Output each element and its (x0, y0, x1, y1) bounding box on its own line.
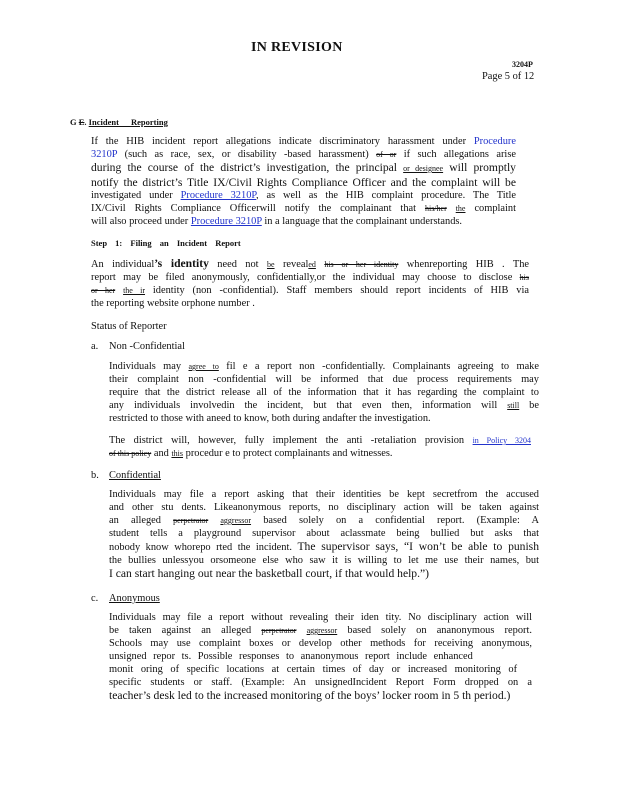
inserted-text: aggressor (306, 626, 338, 635)
item-c-text: be taken against an alleged (109, 625, 252, 636)
section-heading (70, 117, 168, 127)
intro-line-1 (91, 135, 516, 148)
procedure-link[interactable]: Procedure 3210P (180, 190, 257, 201)
item-b-text: nobody know whorepo rted the incident. (109, 542, 292, 553)
inserted-text: this (171, 449, 184, 458)
inserted-text: be (266, 260, 275, 269)
item-c-title: Anonymous (109, 593, 160, 604)
item-a-text: Individuals may (109, 361, 182, 372)
deleted-text: perpetrator (173, 516, 209, 525)
deleted-text: his (519, 273, 529, 282)
item-a-marker: a. (91, 341, 99, 352)
item-a-text: procedur e to protect complainants and witnesses. (185, 448, 393, 459)
step1-line-4: the reporting website orphone number . (91, 298, 255, 309)
item-c-line-6: specific students or staff. (Example: An unsignedIncident Report Form dropped on a (109, 677, 532, 688)
intro-line-3 (91, 161, 516, 176)
item-b-line-7: I can start hanging out near the basketball court, if that would help.”) (109, 567, 430, 580)
item-c-line-3: Schools may use complaint boxes or develop other methods for receiving anonymous, (109, 638, 532, 649)
deleted-text: his or her identity (324, 260, 399, 269)
item-b-line-1: Individuals may file a report asking that their identities be kept secretfrom the accused (109, 489, 539, 500)
step1-text: need not (217, 259, 259, 270)
intro-text: if such allegations arise (403, 149, 516, 160)
procedure-link[interactable]: Procedure 3210P (190, 216, 262, 227)
item-b-line-3 (109, 514, 539, 527)
page-number: Page 5 of 12 (482, 71, 535, 82)
item-a-text: be (529, 400, 539, 411)
inserted-text: or designee (403, 164, 444, 173)
step-heading: Step 1: Filing an Incident Report (91, 238, 241, 248)
item-c-line-1: Individuals may file a report without revealing their iden tity. No disciplinary action will (109, 612, 532, 623)
item-c-marker: c. (91, 593, 99, 604)
inserted-text: the ir (123, 286, 146, 295)
intro-text: If the HIB incident report allegations indicate discriminatory harassment under (91, 136, 467, 147)
item-a-line-2: their complaint non -confidential will be informed that due process requirements may (109, 374, 539, 385)
item-c-line-2 (109, 624, 532, 637)
item-a-paragraph (109, 360, 539, 425)
status-heading: Status of Reporter (91, 321, 167, 332)
deleted-text: perpetrator (261, 626, 297, 635)
item-a-text: The district will, however, fully implement the anti -retaliation provision (109, 435, 465, 446)
intro-text: investigated under (91, 190, 173, 201)
policy-link[interactable]: in Policy 3204 (472, 436, 531, 445)
item-b-text: an alleged (109, 515, 161, 526)
item-b-paragraph (109, 488, 539, 581)
procedure-link[interactable]: 3210P (91, 149, 118, 160)
item-b-title: Confidential (109, 470, 161, 481)
inserted-text: agree to (188, 362, 219, 371)
step1-line-1 (91, 257, 529, 271)
intro-text: will also proceed under (91, 216, 189, 227)
intro-text: in a language that the complainant understands. (264, 216, 463, 227)
section-letter: G (70, 117, 77, 127)
deleted-text: of this policy (109, 449, 152, 458)
inserted-text: aggressor (220, 516, 252, 525)
step1-text: An individual (91, 259, 155, 270)
intro-line-6 (91, 202, 516, 215)
item-a-text: fil e a report non -confidentially. Complainants agreeing to make (226, 361, 539, 372)
item-b-line-2: and other stu dents. Likeanonymous reports, no disciplinary action will be taken against (109, 502, 539, 513)
item-b-line-6: the bullies unlessyou orsomeone else who saw it is willing to let me use their names, but (109, 555, 539, 566)
policy-code: 3204P (512, 60, 533, 69)
item-c-line-5: monit oring of specific locations at certain times of day or increased monitoring of (109, 664, 518, 675)
intro-text: IX/Civil Rights Compliance Officerwill notify the complainant that (91, 203, 417, 214)
item-a-title: Non -Confidential (109, 341, 185, 352)
item-a-paragraph-2 (109, 434, 531, 460)
section-letter-deleted: E (78, 117, 85, 127)
bold-text: ’s identity (154, 257, 209, 270)
intro-line-4: notify the district’s Title IX/Civil Rights Compliance Officer and the complaint will be (91, 175, 516, 189)
item-b-line-4: student tells a playground supervisor about aclassmate being bullied but asks that (109, 528, 539, 539)
item-b-line-5 (109, 540, 539, 554)
section-sep: . (84, 117, 89, 127)
item-b-marker: b. (91, 470, 99, 481)
step1-line-2 (91, 271, 529, 284)
intro-text: , as well as the HIB complaint procedure. The Title (256, 190, 516, 201)
step1-text: report may be filed anonymously, confidentially,or the individual may choose to disclose (91, 272, 513, 283)
step1-text: identity (non -confidential). Staff members should report incidents of HIB via (152, 285, 529, 296)
item-a-line-3: require that the district release all of the information that it has regarding the complaint to (109, 387, 539, 398)
intro-text: will promptly (449, 161, 516, 174)
item-a-line-4 (109, 399, 539, 412)
intro-text: during the course of the district’s investigation, the principal (91, 161, 397, 174)
intro-line-5 (91, 189, 516, 202)
step1-paragraph (91, 257, 529, 310)
inserted-text: the (455, 204, 466, 213)
step1-text: reveal (282, 259, 309, 270)
item-c-paragraph (109, 611, 532, 703)
item-b-text: The supervisor says, “I won’t be able to punish (297, 540, 539, 553)
procedure-link[interactable]: Procedure (473, 136, 516, 147)
deleted-text: or her (91, 286, 116, 295)
item-a-line-5: restricted to those with aneed to know, both during andafter the investigation. (109, 413, 431, 424)
inserted-text: ed (308, 260, 316, 269)
item-c-line-4: unsigned repor ts. Possible responses to ananonymous report include enhanced (109, 651, 473, 662)
step1-text: whenreporting HIB . The (406, 259, 529, 270)
item-a-p2-line-1 (109, 434, 531, 447)
intro-text: (such as race, sex, or disability -based harassment) (124, 149, 369, 160)
section-title: Incident Reporting (88, 117, 168, 127)
item-c-line-7: teacher’s desk led to the increased monitoring of the boys’ locker room in 5 th period.) (109, 689, 511, 702)
intro-text: complaint (474, 203, 516, 214)
item-a-text: and (153, 448, 169, 459)
item-a-text: any individuals involvedin the incident, but that even then, information will (109, 400, 498, 411)
deleted-text: his/her (424, 204, 447, 213)
item-b-text: based solely on a confidential report. (Example: A (263, 515, 539, 526)
intro-paragraph (91, 135, 516, 228)
item-a-p2-line-2 (109, 447, 531, 460)
intro-line-7 (91, 215, 516, 228)
item-c-text: based solely on ananonymous report. (347, 625, 532, 636)
deleted-text: of or (376, 150, 397, 159)
inserted-text: still (507, 401, 520, 410)
item-a-line-1 (109, 360, 539, 373)
revision-title: IN REVISION (251, 40, 343, 55)
step1-line-3 (91, 284, 529, 297)
intro-line-2 (91, 148, 516, 161)
